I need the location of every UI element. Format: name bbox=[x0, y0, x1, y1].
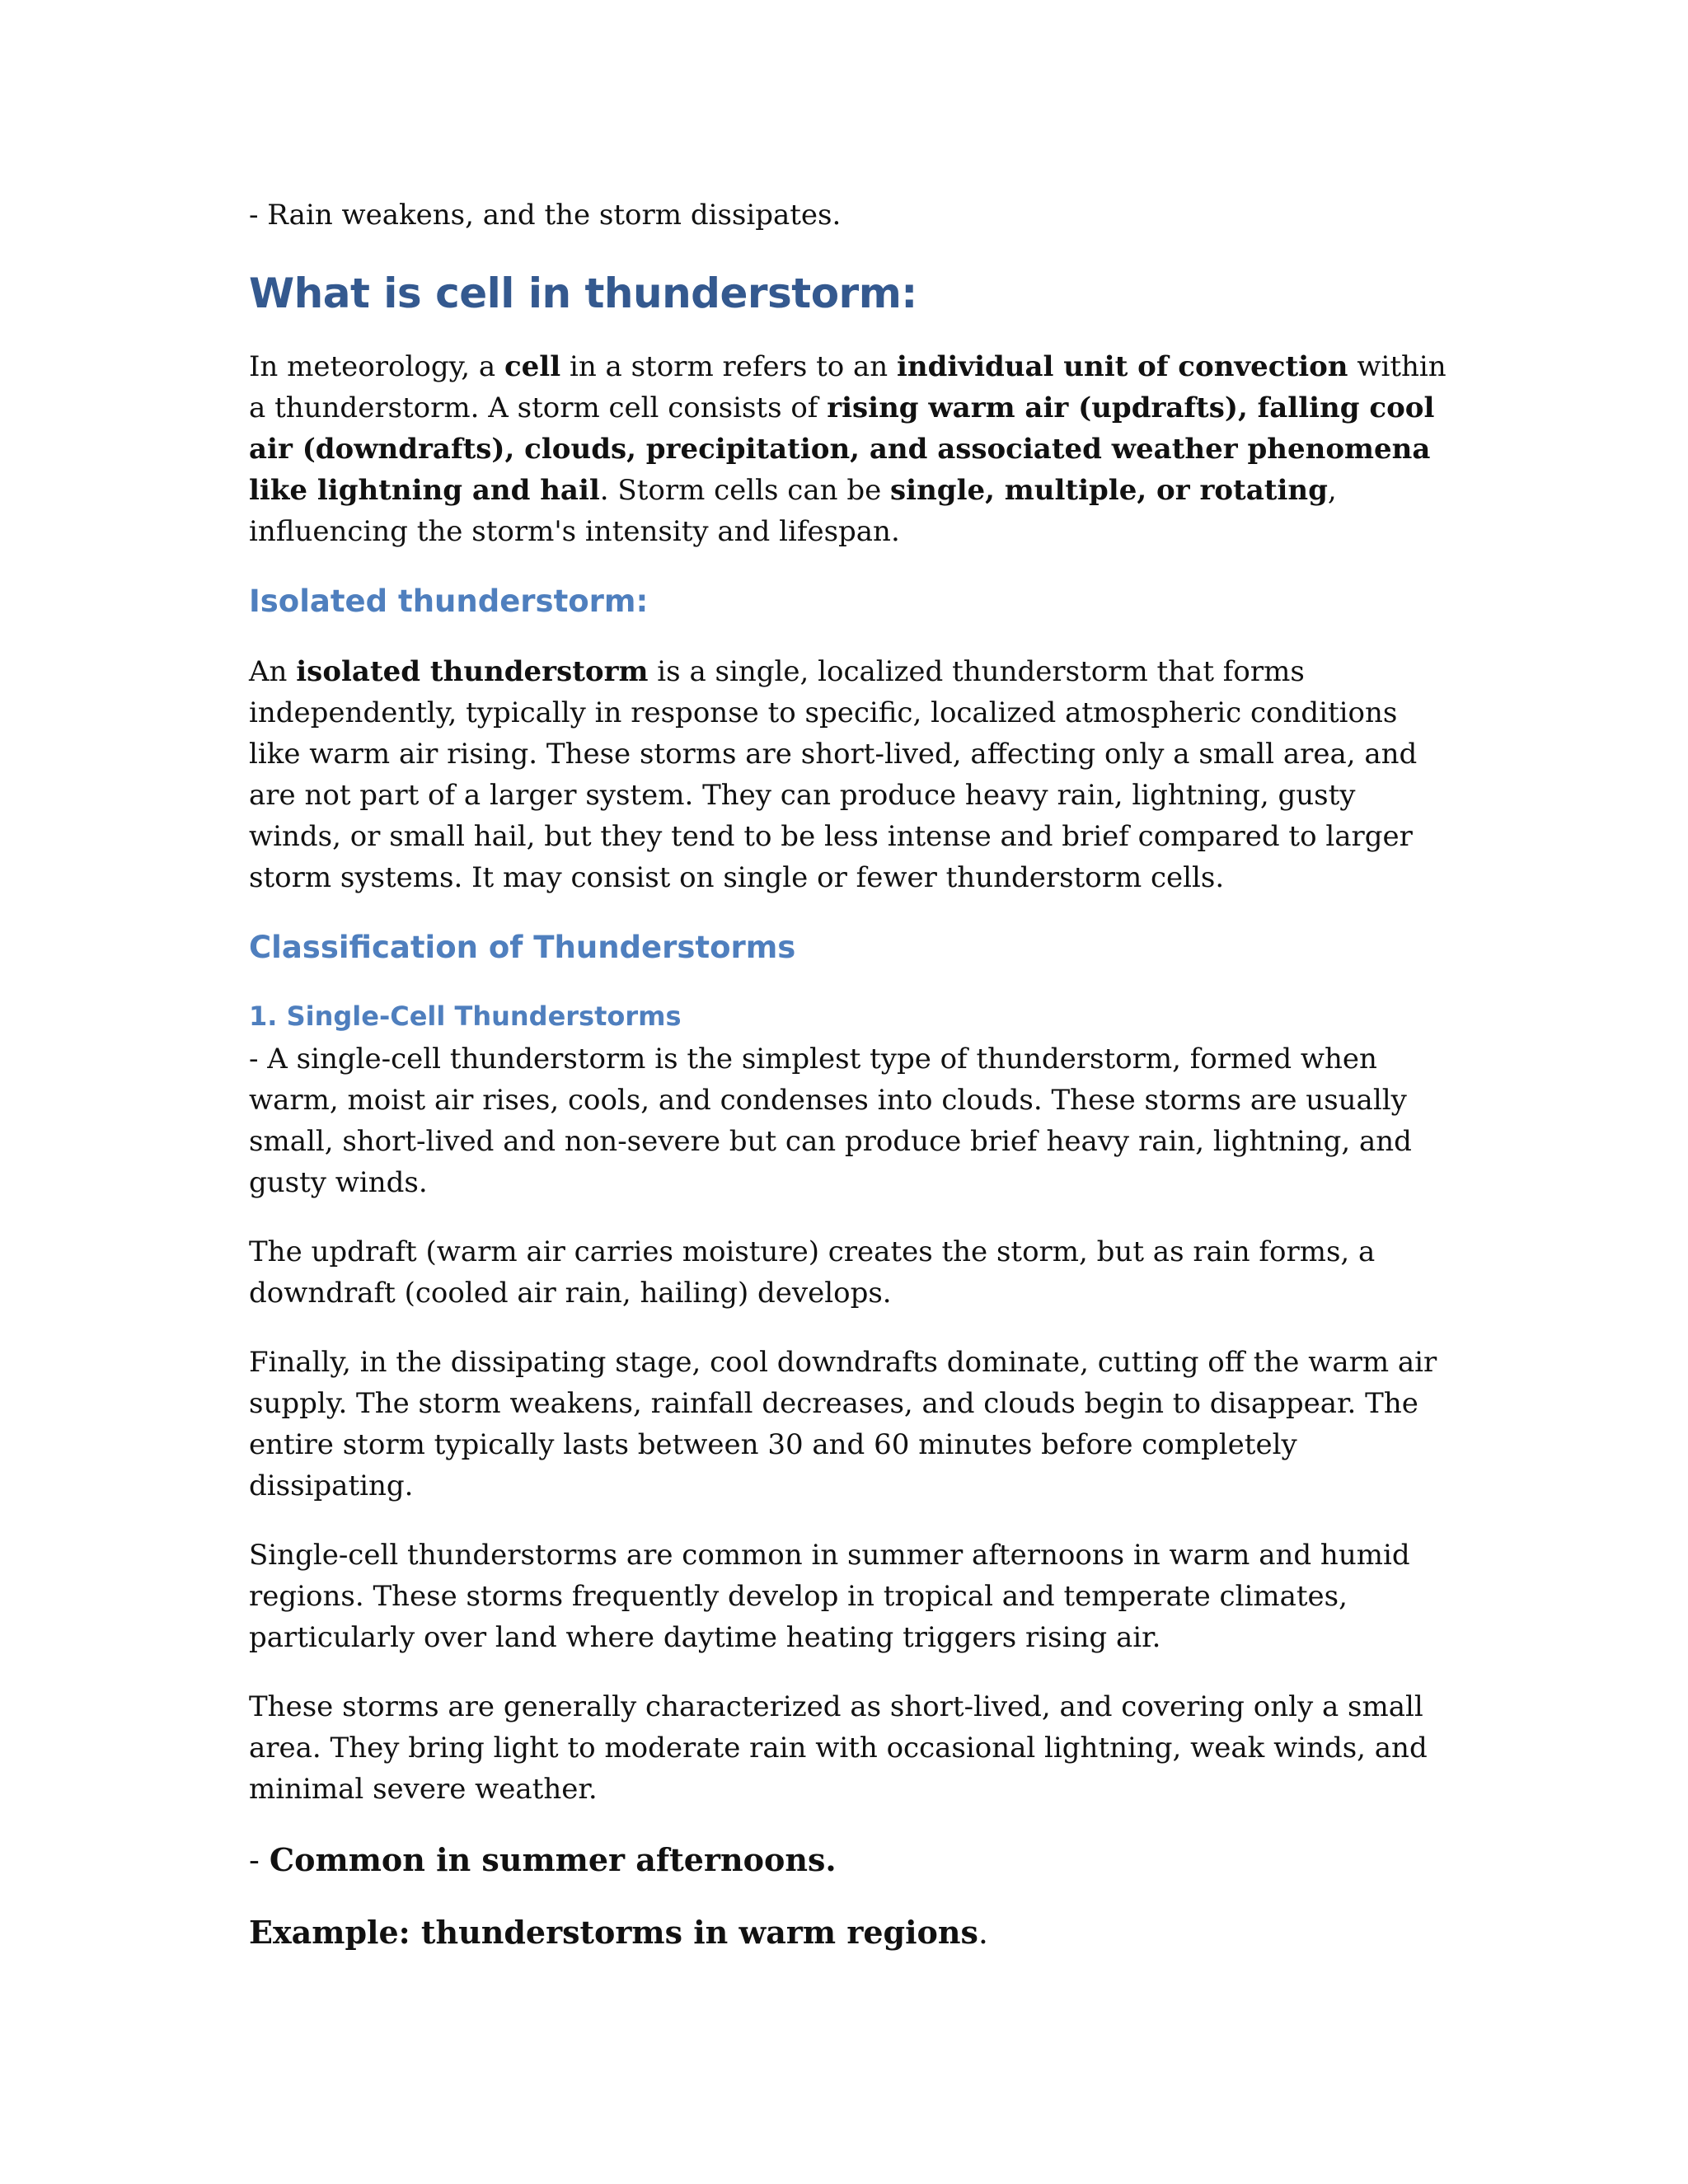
common-line bbox=[249, 1837, 1452, 1883]
isolated-bold-1: isolated thunderstorm bbox=[296, 655, 649, 688]
single-cell-paragraph-2: The updraft (warm air carries moisture) creates the storm, but as rain forms, a downdraft (cooled air rain, hailing) develops. bbox=[249, 1235, 1376, 1310]
cell-text-1: In meteorology, a bbox=[249, 350, 504, 383]
single-cell-paragraph-5: These storms are generally characterized as short-lived, and covering only a small area. They bring light to moderate rain with occasional lightning, weak winds, and minimal severe weather. bbox=[249, 1690, 1428, 1806]
heading-classification: Classification of Thunderstorms bbox=[249, 930, 796, 965]
cell-text-4: . Storm cells can be bbox=[599, 474, 891, 507]
single-cell-paragraph-3: Finally, in the dissipating stage, cool downdrafts dominate, cutting off the warm air supply. The storm weakens, rainfall decreases, and clouds begin to disappear. The entire storm typically lasts between 30 and 60 minutes before completely dissipating. bbox=[249, 1346, 1437, 1502]
cell-bold-3: rising warm air (updrafts), falling cool air (downdrafts), clouds, precipitation, and associated weather phenomena like lightning and hail bbox=[249, 391, 1435, 507]
single-cell-paragraph-1: - A single-cell thunderstorm is the simplest type of thunderstorm, formed when warm, moist air rises, cools, and condenses into clouds. These storms are usually small, short-lived and non-severe but can produce brief heavy rain, lightning, and gusty winds. bbox=[249, 1043, 1412, 1199]
lead-line: - Rain weakens, and the storm dissipates. bbox=[249, 199, 842, 232]
common-prefix: - bbox=[249, 1842, 270, 1878]
isolated-text-2: is a single, localized thunderstorm that forms independently, typically in response to specific, localized atmospheric conditions like warm air rising. These storms are short-lived, affecting only a small area, and are not part of a larger system. They can produce heavy rain, lightning, gusty winds, or small hail, but they tend to be less intense and brief compared to larger storm systems. It may consist on single or fewer thunderstorm cells. bbox=[249, 655, 1418, 894]
isolated-text-1: An bbox=[249, 655, 297, 688]
cell-text-5: , influencing the storm's intensity and lifespan. bbox=[249, 474, 1337, 548]
example-line bbox=[249, 1910, 1452, 1956]
single-cell-paragraph-4: Single-cell thunderstorms are common in summer afternoons in warm and humid regions. These storms frequently develop in tropical and temperate climates, particularly over land where daytime heating triggers rising air. bbox=[249, 1539, 1410, 1654]
cell-bold-2: individual unit of convection bbox=[897, 350, 1348, 383]
cell-paragraph bbox=[249, 346, 1452, 552]
heading-single-cell: 1. Single-Cell Thunderstorms bbox=[249, 1001, 682, 1032]
example-bold: Example: thunderstorms in warm regions bbox=[249, 1914, 978, 1951]
isolated-paragraph bbox=[249, 651, 1452, 898]
example-suffix: . bbox=[978, 1915, 988, 1951]
heading-cell: What is cell in thunderstorm: bbox=[249, 269, 917, 317]
document-page bbox=[249, 194, 1452, 1982]
cell-bold-4: single, multiple, or rotating bbox=[890, 474, 1328, 507]
cell-text-2: in a storm refers to an bbox=[560, 350, 897, 383]
cell-text-3: within a thunderstorm. A storm cell consists of bbox=[249, 350, 1447, 424]
heading-isolated: Isolated thunderstorm: bbox=[249, 583, 649, 619]
common-bold: Common in summer afternoons. bbox=[269, 1841, 837, 1878]
cell-bold-1: cell bbox=[504, 350, 561, 383]
